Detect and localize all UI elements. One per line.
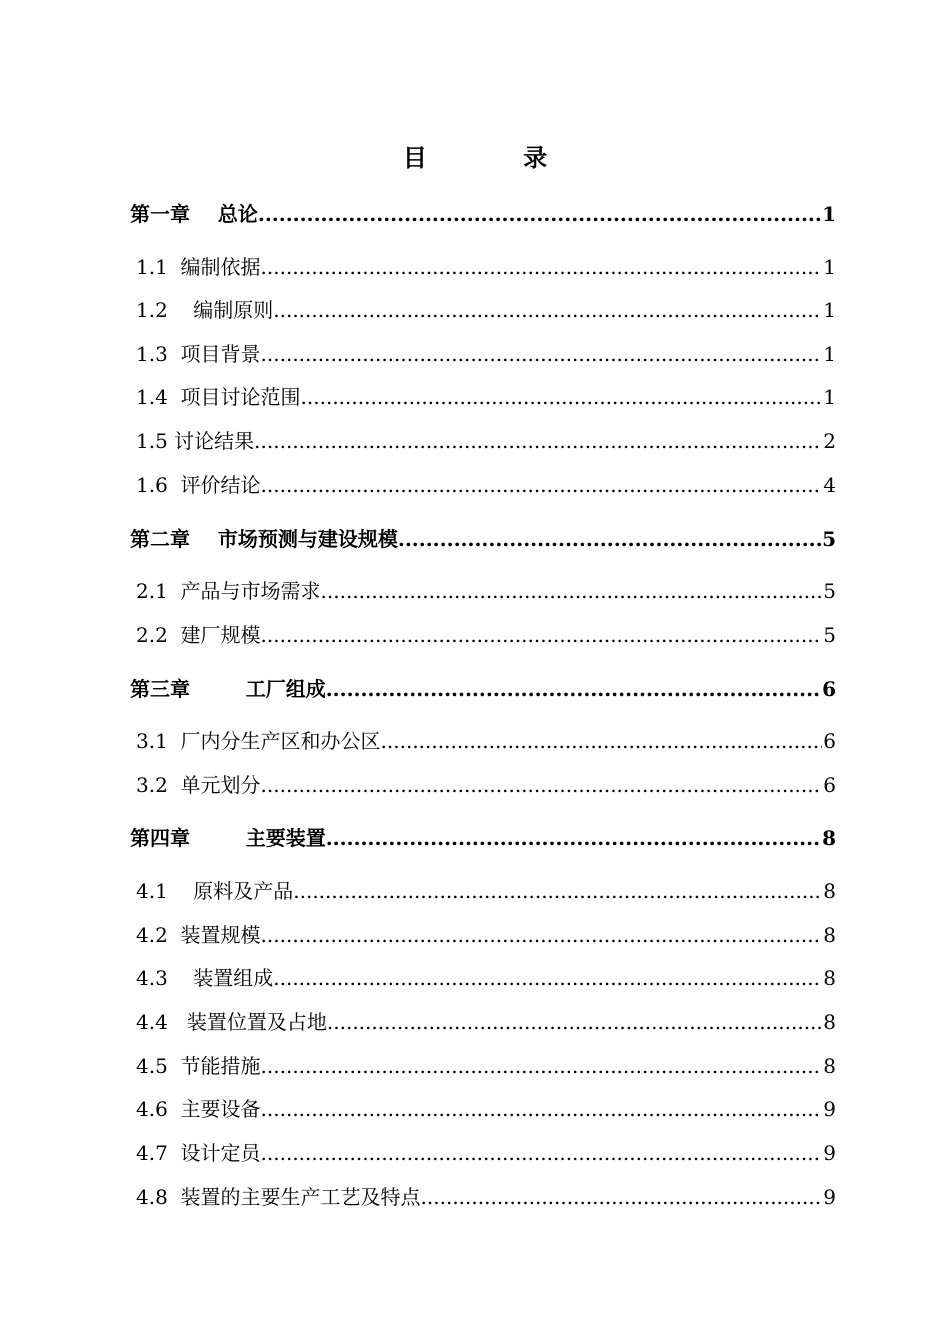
toc-entry-label: 1.6 评价结论 [136,473,261,497]
toc-entry-page: 8 [822,826,836,850]
dot-leader [301,385,823,409]
toc-entry-label: 4.4 装置位置及占地 [136,1010,327,1034]
toc-entry[interactable] [136,294,836,323]
toc-entry-page: 9 [823,1097,836,1121]
toc-title: 目 录 [402,143,592,172]
dot-leader [261,1097,823,1121]
dot-leader [273,966,822,990]
toc-entry-label: 第一章 总论 [130,202,258,226]
toc-entry-page: 2 [823,429,836,453]
toc-entry-label: 第三章 工厂组成 [130,677,326,701]
dot-leader [261,773,823,797]
toc-entry[interactable] [130,822,836,851]
toc-entry-label: 1.3 项目背景 [136,342,261,366]
toc-entry-label: 4.2 装置规模 [136,923,261,947]
dot-leader [321,579,823,603]
toc-entry-page: 9 [823,1185,836,1209]
toc-entry[interactable] [136,1006,836,1035]
toc-entry[interactable] [136,1093,836,1122]
toc-entry[interactable] [136,1137,836,1166]
toc-entry[interactable] [136,1181,836,1210]
toc-entry-page: 4 [823,473,836,497]
toc-entry-page: 1 [822,202,836,226]
dot-leader [421,1185,823,1209]
toc-entry-label: 4.8 装置的主要生产工艺及特点 [136,1185,421,1209]
toc-entry-page: 1 [823,342,836,366]
toc-entry[interactable] [136,338,836,367]
toc-entry[interactable] [136,251,836,280]
toc-entry-page: 8 [823,966,836,990]
toc-entry[interactable] [130,673,836,702]
toc-entry[interactable] [136,725,836,754]
dot-leader [381,729,823,753]
toc-entry-page: 1 [823,298,836,322]
dot-leader [261,342,823,366]
dot-leader [261,623,823,647]
toc-entry[interactable] [136,1050,836,1079]
toc-entry-page: 5 [823,579,836,603]
dot-leader [327,1010,822,1034]
toc-entry-page: 6 [822,677,836,701]
dot-leader [398,527,821,551]
toc-entry[interactable] [136,875,836,904]
toc-entry-label: 4.5 节能措施 [136,1054,261,1078]
dot-leader [254,429,822,453]
toc-entry-label: 1.2 编制原则 [136,298,274,322]
toc-entry-page: 5 [822,527,836,551]
dot-leader [261,473,823,497]
toc-entry-page: 8 [823,1054,836,1078]
toc-entry[interactable] [136,962,836,991]
toc-entry-page: 6 [823,773,836,797]
toc-entry-page: 8 [823,1010,836,1034]
toc-entry-page: 6 [823,729,836,753]
toc-entry-label: 2.2 建厂规模 [136,623,261,647]
toc-entry-page: 8 [823,879,836,903]
toc-entry-page: 9 [823,1141,836,1165]
dot-leader [261,1054,823,1078]
toc-entry-label: 1.1 编制依据 [136,255,261,279]
toc-entry[interactable] [130,523,836,552]
toc-entry-label: 1.5 讨论结果 [136,429,255,453]
toc-entry-label: 2.1 产品与市场需求 [136,579,321,603]
toc-entry-label: 4.7 设计定员 [136,1141,261,1165]
dot-leader [261,255,823,279]
dot-leader [261,923,823,947]
toc-entry[interactable] [136,469,836,498]
toc-entry-label: 4.3 装置组成 [136,966,274,990]
dot-leader [273,298,822,322]
toc-entry[interactable] [136,619,836,648]
toc-entry-page: 8 [823,923,836,947]
toc-entry-label: 3.2 单元划分 [136,773,261,797]
toc-entry-page: 1 [823,385,836,409]
dot-leader [258,202,821,226]
toc-entry[interactable] [136,425,836,454]
dot-leader [261,1141,823,1165]
toc-entry-label: 1.4 项目讨论范围 [136,385,301,409]
toc-entry[interactable] [136,919,836,948]
toc-entry-page: 1 [823,255,836,279]
toc-entry-label: 4.1 原料及产品 [136,879,294,903]
dot-leader [293,879,822,903]
toc-entry[interactable] [130,198,836,227]
toc-entry[interactable] [136,769,836,798]
toc-entry-label: 3.1 厂内分生产区和办公区 [136,729,381,753]
toc-entry-label: 4.6 主要设备 [136,1097,261,1121]
toc-entry-label: 第四章 主要装置 [130,826,326,850]
dot-leader [326,677,821,701]
dot-leader [326,826,821,850]
toc-entry-page: 5 [823,623,836,647]
toc-entry-label: 第二章 市场预测与建设规模 [130,527,398,551]
toc-entry[interactable] [136,575,836,604]
toc-entry[interactable] [136,381,836,410]
